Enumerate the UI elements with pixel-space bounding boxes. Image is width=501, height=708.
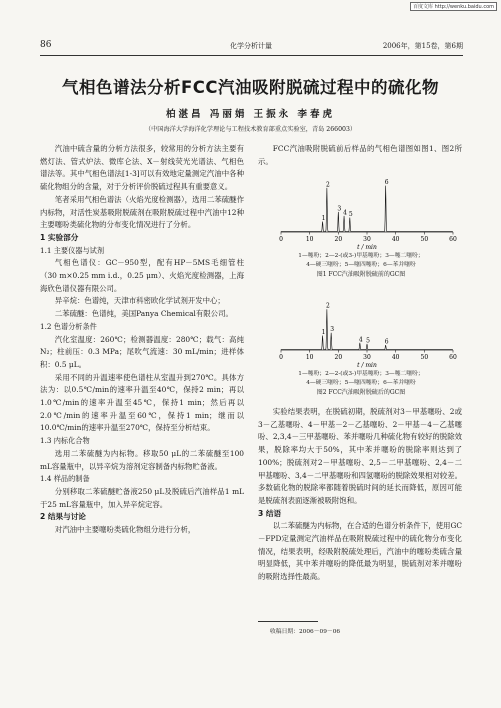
- figure-1: [263, 172, 459, 279]
- header-rule: [40, 55, 463, 56]
- x-tick-label: 10: [305, 236, 314, 243]
- x-tick-label: 40: [391, 354, 400, 361]
- body-paragraph: 异辛烷：色谱纯，天津市科密欧化学试剂开发中心；: [54, 296, 225, 306]
- body-paragraph: 选用二苯硫醚为内标物。移取50 μL的二苯硫醚至100 mL容量瓶中，以异辛烷为溶剂定容制备内标物贮备液。: [40, 448, 244, 471]
- peak-label: 4: [358, 336, 363, 344]
- chromatogram-trace: [281, 186, 453, 232]
- left-column: [40, 143, 244, 537]
- x-tick-label: 50: [420, 236, 429, 243]
- x-axis-label: t / min: [357, 362, 377, 369]
- figure-2: [263, 290, 459, 397]
- footnote-rule: [258, 621, 318, 622]
- body-paragraph: 以二苯硫醚为内标物，在合适的色谱分析条件下，使用GC－FPD定量测定汽油样品在吸附脱硫过程中的硫化物分布变化情况，结果表明，经吸附脱硫处理后，汽油中的噻吩类硫含量明显降低，其中苯并噻吩的降低最为明显，脱硫剂对苯并噻吩的吸附选择性最高。: [258, 521, 462, 582]
- peak-label: 1: [321, 329, 326, 336]
- body-paragraph: 笔者采用气相色谱法（火焰光度检测器），选用二苯硫醚作内标物，对活性炭基吸附脱硫剂在吸附脱硫过程中汽油中12种主要噻吩类硫化物的分布变化情况进行了分析。: [40, 194, 244, 230]
- body-paragraph: 分别移取二苯硫醚贮备液250 μL及脱硫后汽油样品1 mL于25 mL容量瓶中，加入异辛烷定容。: [40, 486, 244, 509]
- right-column-body: [258, 406, 462, 584]
- body-paragraph: 气相色谱仪：GC－950型，配有HP－5MS毛细管柱（30 m×0.25 mm i.d.，0.25 μm）、火焰光度检测器，上海海欣色谱仪器有限公司。: [40, 258, 244, 293]
- body-paragraph: 采用不同的升温速率使色谱柱从室温升到270℃。具体方法为：以0.5℃/min的速率升温至40℃，保持2 min；再以1.0℃/min的速率升温至45℃，保持1 min；然后再以2.0℃/min的速率升温至60℃，保持1 min；继而以10.0℃/min的速率升温至270℃，保持至分析结束。: [40, 372, 244, 433]
- peak-label: 6: [384, 338, 389, 346]
- article-title: 气相色谱法分析FCC汽油吸附脱硫过程中的硫化物: [62, 78, 439, 97]
- running-header: [40, 40, 463, 52]
- section-heading: 2 结果与讨论: [40, 512, 86, 522]
- received-date: 收稿日期：2006－09－06: [270, 629, 341, 635]
- x-tick-label: 50: [420, 354, 429, 361]
- peak-label: 4: [343, 209, 347, 217]
- watermark-badge: 百度文库 http://wenku.baidu.com: [410, 2, 497, 11]
- peak-label: 3: [337, 205, 342, 213]
- figure-1-legend-line-2: 4—硬三噻吩；5—噻四噻吩；6—苯并噻吩: [306, 262, 416, 268]
- x-tick-label: 30: [363, 236, 371, 243]
- body-paragraph: 实验结果表明，在脱硫初期，脱硫剂对3－甲基噻吩、2或3－乙基噻吩、4－甲基－2－乙基噻吩、2－甲基－4－乙基噻吩、2,3,4－三甲基噻吩、苯并噻吩几种硫化物有较好的脱除效果，脱除率均大于50%，其中苯并噻吩的脱除率则达到了100%；脱硫剂对2－甲基噻吩、2,5－二甲基噻吩、2,4－二甲基噻吩、3,4－二甲基噻吩和四氢噻吩的脱除效果相对较差。多数硫化物的脱除率都随着脱硫时间的延长而降低，原因可能是脱硫剂表面逐渐被吸附饱和。: [258, 407, 462, 505]
- peak-label: 2: [325, 181, 330, 189]
- peak-label: 6: [384, 179, 389, 187]
- peak-label: 5: [348, 211, 353, 218]
- chromatogram-1: [263, 172, 459, 252]
- x-tick-label: 0: [279, 236, 283, 243]
- chromatogram-2: [263, 290, 459, 370]
- figure-intro-paragraph: FCC汽油吸附脱硫前后样品的气相色谱图如图1、图2所示。: [258, 144, 462, 166]
- body-paragraph: 对汽油中主要噻吩类硫化物组分进行分析，: [54, 525, 196, 535]
- issue-info: 2006年，第15卷，第6期: [382, 42, 463, 50]
- figure-2-legend-line-2: 4—硬三噻吩；5—噻四噻吩；6—苯并噻吩: [306, 380, 416, 386]
- x-tick-label: 40: [391, 236, 400, 243]
- body-paragraph: 汽油中硫含量的分析方法很多，较常用的分析方法主要有燃灯法、管式炉法、微库仑法、X－射线荧光光谱法、气相色谱法等。其中气相色谱法[1-3]可以有效地定量测定汽油中各种硫化物组分的含量，对于分析评价脱硫过程具有重要意义。: [40, 144, 244, 192]
- section-heading: 1.1 主要仪器与试剂: [40, 245, 105, 255]
- x-tick-label: 10: [305, 354, 314, 361]
- peak-label: 1: [321, 214, 326, 222]
- figure-1-caption: 图1 FCC汽油吸附脱硫前的GC图: [316, 271, 406, 278]
- section-heading: 3 结语: [258, 508, 282, 518]
- x-tick-label: 60: [449, 236, 457, 243]
- x-tick-label: 0: [279, 354, 283, 361]
- section-heading: 1.2 色谱分析条件: [40, 321, 97, 331]
- peak-label: 3: [330, 326, 335, 334]
- section-heading: 1 实验部分: [40, 232, 79, 242]
- figure-2-legend-line-1: 1—噻吩；2—2-(或3-)甲基噻吩；3—噻二噻吩；: [298, 371, 424, 377]
- body-paragraph: 二苯硫醚：色谱纯，美国Panya Chemical有限公司。: [54, 309, 233, 319]
- journal-name: 化学分析计量: [230, 42, 272, 50]
- article-affiliation: （中国海洋大学海洋化学理论与工程技术教育部重点实验室，青岛 266003）: [144, 126, 357, 133]
- section-heading: 1.4 样品的制备: [40, 474, 90, 484]
- body-paragraph: 汽化室温度：260℃；检测器温度：280℃；载气：高纯N₂；柱前压：0.3 MPa；尾吹气流速：30 mL/min；进样体积：0.5 μL。: [40, 334, 244, 369]
- right-column-intro: [258, 143, 462, 168]
- x-tick-label: 30: [363, 354, 371, 361]
- figure-1-legend-line-1: 1—噻吩；2—2-(或3-)甲基噻吩；3—噻二噻吩；: [298, 253, 424, 259]
- peak-label: 2: [325, 302, 330, 310]
- x-axis-label: t / min: [357, 244, 377, 251]
- x-tick-label: 60: [449, 354, 457, 361]
- x-tick-label: 20: [334, 236, 343, 243]
- figure-1-legend: [263, 252, 459, 270]
- figure-2-caption: 图2 FCC汽油吸附脱硫后的GC图: [316, 389, 406, 396]
- figure-2-legend: [263, 370, 459, 388]
- article-authors: 柏湛昌 冯丽娟 王振永 李春虎: [166, 109, 335, 120]
- section-heading: 1.3 内标化合物: [40, 436, 90, 446]
- x-tick-label: 20: [334, 354, 343, 361]
- page-number: 86: [40, 40, 52, 50]
- peak-label: 5: [366, 337, 370, 345]
